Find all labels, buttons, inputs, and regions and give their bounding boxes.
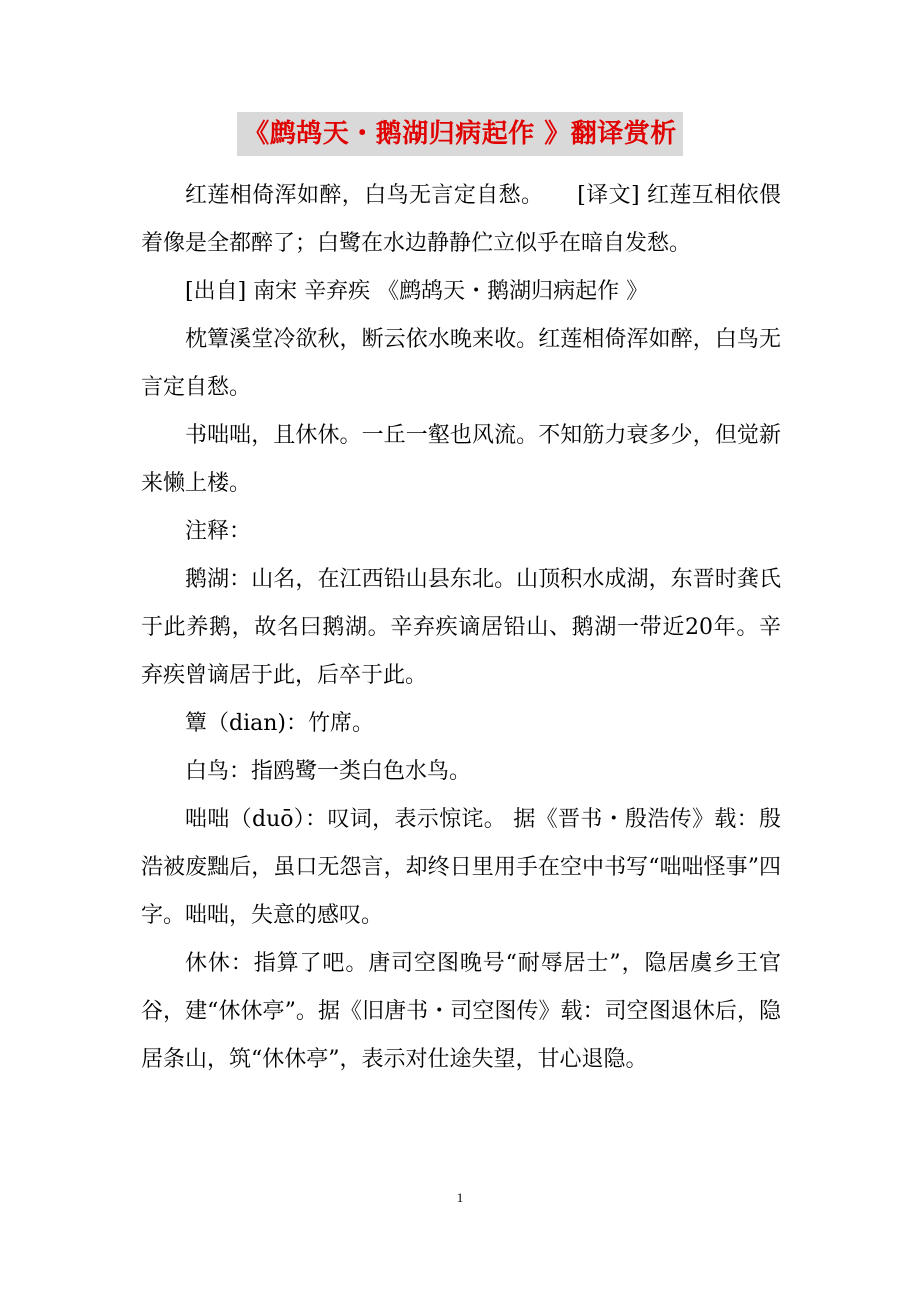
paragraph-poem-stanza-2: 书咄咄，且休休。一丘一壑也风流。不知筋力衰多少，但觉新来懒上楼。 bbox=[141, 423, 781, 496]
paragraph-poem-stanza-1: 枕簟溪堂冷欲秋，断云依水晚来收。红莲相倚浑如醉，白鸟无言定自愁。 bbox=[141, 327, 781, 400]
document-body bbox=[141, 172, 781, 1084]
paragraph-note-bainiao: 白鸟：指鸥鹭一类白色水鸟。 bbox=[185, 759, 472, 784]
paragraph-note-duoduo: 咄咄（duō）：叹词，表示惊诧。 据《晋书・殷浩传》载：殷浩被废黜后，虽口无怨言，却终日里用手在空中书写“咄咄怪事”四字。咄咄，失意的感叹。 bbox=[141, 807, 781, 928]
paragraph-source: [出自] 南宋 辛弃疾 《鹧鸪天・鹅湖归病起作 》 bbox=[185, 279, 649, 304]
title-container bbox=[0, 112, 920, 156]
paragraph-translation: 红莲相倚浑如醉，白鸟无言定自愁。 [译文] 红莲互相依偎着像是全都醉了；白鹭在水边静静伫立似乎在暗自发愁。 bbox=[141, 183, 781, 256]
paragraph-note-dian: 簟（dian)：竹席。 bbox=[185, 711, 374, 736]
document-title: 《鹧鸪天・鹅湖归病起作 》翻译赏析 bbox=[237, 112, 683, 156]
paragraph-note-ehu: 鹅湖：山名，在江西铅山县东北。山顶积水成湖，东晋时龚氏于此养鹅，故名曰鹅湖。辛弃疾谪居铅山、鹅湖一带近20年。辛弃疾曾谪居于此，后卒于此。 bbox=[141, 567, 781, 688]
page-number: 1 bbox=[456, 1190, 464, 1205]
paragraph-note-xiuxiu: 休休：指算了吧。唐司空图晚号“耐辱居士”，隐居虞乡王官谷，建“休休亭”。据《旧唐书・司空图传》载：司空图退休后，隐居条山，筑“休休亭”，表示对仕途失望，甘心退隐。 bbox=[141, 951, 781, 1072]
paragraph-notes-heading: 注释： bbox=[185, 519, 252, 544]
